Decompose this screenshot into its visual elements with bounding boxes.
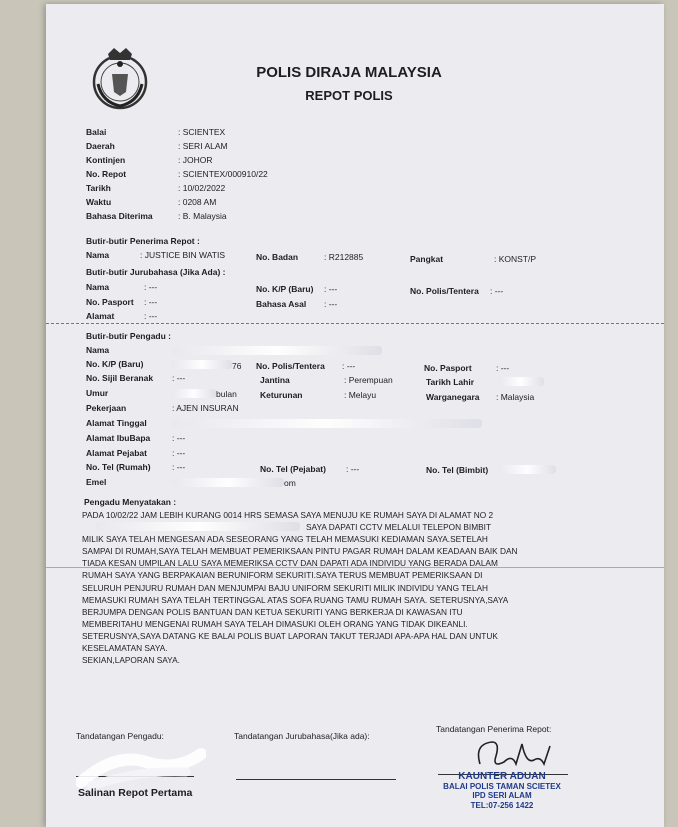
info-label: No. Repot	[86, 169, 127, 179]
interpreter-police-value: : ---	[490, 286, 504, 296]
statement-line: SEKIAN,LAPORAN SAYA.	[82, 655, 180, 666]
info-value: : B. Malaysia	[178, 211, 227, 221]
section-divider	[46, 323, 664, 324]
complainant-birthcert-value: : ---	[172, 373, 186, 383]
report-page	[46, 4, 664, 827]
info-label: Daerah	[86, 141, 115, 151]
receiver-badge-value: : R212885	[324, 252, 364, 262]
complainant-mobile-label: No. Tel (Bimbit)	[426, 465, 489, 475]
statement-line: MEMBERITAHU MENGENAI RUMAH SAYA TELAH DIMASUKI OLEH ORANG YANG TIDAK DIKEANLI.	[82, 618, 468, 629]
interpreter-section-title: Butir-butir Jurubahasa (Jika Ada) :	[86, 267, 226, 277]
receiver-badge-label: No. Badan	[256, 252, 299, 262]
redacted-field	[172, 346, 382, 355]
interpreter-name-value: : ---	[144, 282, 158, 292]
complainant-citizen-value: : Malaysia	[496, 392, 535, 402]
complainant-gender-value: : Perempuan	[344, 375, 393, 385]
agency-title: POLIS DIRAJA MALAYSIA	[256, 64, 442, 81]
redacted-field	[172, 389, 216, 398]
complainant-office-addr-value: : ---	[172, 448, 186, 458]
statement-line: PADA 10/02/22 JAM LEBIH KURANG 0014 HRS SEMASA SAYA MENUJU KE RUMAH SAYA DI ALAMAT NO 2	[82, 510, 494, 520]
complainant-gender-label: Jantina	[260, 375, 290, 385]
info-label: Balai	[86, 127, 107, 137]
info-value: : SCIENTEX/000910/22	[178, 169, 268, 179]
complainant-age-suffix: bulan	[216, 389, 237, 399]
interpreter-address-value: : ---	[144, 311, 158, 321]
complainant-race-value: : Melayu	[344, 390, 377, 400]
statement-line: MEMASUKI RUMAH SAYA TELAH TERTINGGAL ATAS SOFA RUANG TAMU RUMAH SAYA. SETERUSNYA,SAYA	[82, 594, 509, 605]
redacted-field	[172, 419, 482, 428]
fold-line	[46, 567, 664, 568]
complainant-police-value: : ---	[342, 361, 356, 371]
complainant-job-label: Pekerjaan	[86, 403, 127, 413]
complainant-signature-redacted	[76, 742, 206, 792]
stamp-line: KAUNTER ADUAN	[458, 771, 546, 782]
statement-line: MILIK SAYA TELAH MENGESAN ADA SESEORANG YANG TELAH MEMASUKI KEDIAMAN SAYA.SETELAH	[82, 534, 488, 545]
interpreter-kp-label: No. K/P (Baru)	[256, 284, 314, 294]
complainant-race-label: Keturunan	[260, 390, 303, 400]
complainant-job-value: : AJEN INSURAN	[172, 403, 239, 413]
receiver-rank-label: Pangkat	[410, 254, 444, 264]
info-value: : SERI ALAM	[178, 141, 228, 151]
stamp-line: TEL:07-256 1422	[470, 800, 534, 810]
info-label: Tarikh	[86, 183, 111, 193]
complainant-home-tel-label: No. Tel (Rumah)	[86, 462, 151, 472]
complainant-email-suffix: om	[284, 478, 296, 488]
redacted-field	[498, 377, 544, 386]
info-label: Bahasa Diterima	[86, 211, 153, 221]
complainant-office-tel-value: : ---	[346, 464, 360, 474]
complainant-office-addr-label: Alamat Pejabat	[86, 448, 147, 458]
document-title: REPOT POLIS	[305, 88, 393, 103]
interpreter-lang-label: Bahasa Asal	[256, 299, 307, 309]
statement-line: SETERUSNYA,SAYA DATANG KE BALAI POLIS BUAT LAPORAN TAKUT TERJADI APA-APA HAL DAN UNTUK	[82, 630, 498, 641]
interpreter-passport-value: : ---	[144, 297, 158, 307]
info-label: Waktu	[86, 197, 112, 207]
complainant-kp-suffix: 76	[232, 361, 242, 371]
complainant-office-tel-label: No. Tel (Pejabat)	[260, 464, 326, 474]
receiver-name-value: : JUSTICE BIN WATIS	[140, 250, 226, 260]
complainant-dob-label: Tarikh Lahir	[426, 377, 475, 387]
interpreter-lang-value: : ---	[324, 299, 338, 309]
info-value: : SCIENTEX	[178, 127, 226, 137]
complainant-passport-value: : ---	[496, 363, 510, 373]
interpreter-passport-label: No. Pasport	[86, 297, 134, 307]
complainant-kp-label: No. K/P (Baru)	[86, 359, 144, 369]
complainant-age-label: Umur	[86, 388, 109, 398]
interpreter-signature-line	[236, 779, 396, 780]
complainant-police-label: No. Polis/Tentera	[256, 361, 325, 371]
complainant-home-tel-value: : ---	[172, 462, 186, 472]
statement-line: RUMAH SAYA YANG BERPAKAIAN BERUNIFORM SEKURITI.SAYA TERUS MEMBUAT PEMERIKSAAN DI	[82, 570, 483, 581]
statement-line: TIADA KESAN UMPILAN LALU SAYA MEMERIKSA CCTV DAN DAPATI ADA INDIVIDU YANG BERADA DALAM	[82, 558, 498, 569]
complainant-email-label: Emel	[86, 477, 107, 487]
stamp-line: IPD SERI ALAM	[472, 791, 532, 800]
statement-line: SAYA DAPATI CCTV MELALUI TELEPON BIMBIT	[306, 522, 492, 533]
interpreter-name-label: Nama	[86, 282, 110, 292]
statement-body	[82, 509, 622, 666]
info-label: Kontinjen	[86, 155, 126, 165]
complainant-parent-addr-value: : ---	[172, 433, 186, 443]
receiver-signature-label: Tandatangan Penerima Repot:	[436, 724, 552, 734]
info-value: : 10/02/2022	[178, 183, 226, 193]
statement-line: SELURUH PENJURU RUMAH DAN MENJUMPAI BAJU UNIFORM SEKURITI MILIK INDIVIDU YANG TELAH	[82, 582, 488, 593]
complainant-section-title: Butir-butir Pengadu :	[86, 331, 171, 341]
interpreter-police-label: No. Polis/Tentera	[410, 286, 479, 296]
complainant-name-label: Nama	[86, 345, 110, 355]
complainant-passport-label: No. Pasport	[424, 363, 472, 373]
interpreter-kp-value: : ---	[324, 284, 338, 294]
complainant-signature-label: Tandatangan Pengadu:	[76, 731, 164, 741]
redacted-field	[172, 360, 232, 369]
receiver-rank-value: : KONST/P	[494, 254, 537, 264]
interpreter-signature-label: Tandatangan Jurubahasa(Jika ada):	[234, 731, 370, 741]
receiver-section-title: Butir-butir Penerima Repot :	[86, 236, 200, 246]
complainant-addr-label: Alamat Tinggal	[86, 418, 147, 428]
redacted-field	[172, 478, 284, 487]
police-stamp	[432, 772, 572, 810]
statement-line: SAMPAI DI RUMAH,SAYA TELAH MEMBUAT PEMERIKSAAN PINTU PAGAR RUMAH DALAM KEADAAN BAIK DAN	[82, 546, 518, 557]
statement-line: KESELAMATAN SAYA.	[82, 643, 168, 654]
statement-line: BERJUMPA DENGAN POLIS BANTUAN DAN KETUA SEKURITI YANG BERKERJA DI KAWASAN ITU	[82, 606, 463, 617]
receiver-name-label: Nama	[86, 250, 110, 260]
info-value: : JOHOR	[178, 155, 213, 165]
interpreter-address-label: Alamat	[86, 311, 115, 321]
info-value: : 0208 AM	[178, 197, 217, 207]
redacted-field	[96, 522, 300, 531]
stamp-line: BALAI POLIS TAMAN SCIETEX	[443, 781, 561, 791]
complainant-parent-addr-label: Alamat IbuBapa	[86, 433, 151, 443]
redacted-field	[498, 465, 556, 474]
complainant-birthcert-label: No. Sijil Beranak	[86, 373, 154, 383]
complainant-citizen-label: Warganegara	[426, 392, 480, 402]
statement-title: Pengadu Menyatakan :	[84, 497, 177, 507]
copy-label: Salinan Repot Pertama	[78, 787, 193, 799]
